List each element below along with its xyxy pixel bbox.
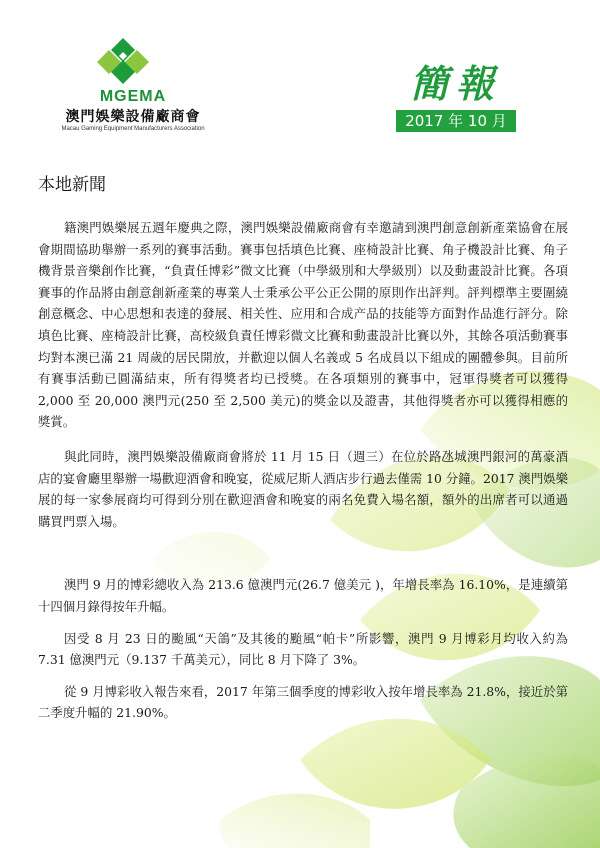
paragraph-revenue: 澳門 9 月的博彩總收入為 213.6 億澳門元(26.7 億美元 )，年增長率為 16.10%，是連續第十四個月錄得按年升幅。: [38, 577, 568, 614]
logo-chinese-name: 澳門娛樂設備廠商會: [65, 109, 201, 125]
paragraph-quarterly: 從 9 月博彩收入報告來看，2017 年第三個季度的博彩收入按年增長率為 21.8%，接近於第二季度升幅的 21.90%。: [38, 683, 568, 721]
header: [0, 0, 600, 150]
paragraph-events: 籍澳門娛樂展五週年慶典之際，澳門娛樂設備廠商會有幸邀請到澳門創意創新產業協會在展會期間協助舉辦一系列的賽事活動。賽事包括填色比賽、座椅設計比賽、角子機設計比賽、角子機背景音樂創作比賽，“負責任博彩”微文比賽（中學級別和大學級別）以及動畫設計比賽。各項賽事的作品將由創意創新產業的專業人士秉承公平公正公開的原則作出評判。評判標準主要圍繞創意概念、中心思想和表達的發展、相关性、应用和合成产品的技能等方面對作品進行評分。除填色比賽、座椅設計比賽，高校級負責任博彩微文比賽和動畫設計比賽以外，其餘各項活動賽事均對本澳已滿 21 周歲的居民開放，并歡迎以個人名義或 5 名成員以下組成的團體參與。目前所有賽事活動已圓滿結束，所有得獎者均已授獎。在各項類別的賽事中，冠軍得獎者可以獲得 2,000 至 20,000 澳門元(250 至 2,500 美元)的獎金以及證書，其他得獎者亦可以獲得相應的獎賞。: [38, 220, 568, 430]
logo-abbreviation: MGEMA: [99, 88, 167, 105]
paragraph-reception: 與此同時，澳門娛樂設備廠商會將於 11 月 15 日（週三）在位於路氹城澳門銀河的萬豪酒店的宴會廳里舉辦一場歡迎酒會和晚宴，從威尼斯人酒店步行過去僅需 10 分鐘。2017 澳門娛樂展的每一家參展商均可得到分別在歡迎酒會和晚宴的兩名免費入場名額，額外的出席者可以通過購買門票入場。: [38, 448, 568, 529]
brief-block: [396, 62, 516, 132]
main-content: [38, 170, 568, 724]
diamond-logo-icon: [95, 38, 151, 84]
brief-date-badge: 2017 年 10 月: [396, 110, 516, 132]
paragraph-typhoon: 因受 8 月 23 日的颱風“天鴿”及其後的颱風“帕卡”所影響，澳門 9 月博彩月均收入約為 7.31 億澳門元（9.137 千萬美元），同比 8 月下降了 3%。: [38, 630, 568, 668]
section-title: 本地新聞: [38, 175, 106, 195]
logo-english-name: Macau Gaming Equipment Manufacturers Association: [61, 126, 205, 132]
brief-title: 簡報: [409, 62, 502, 106]
association-logo: [58, 38, 208, 138]
